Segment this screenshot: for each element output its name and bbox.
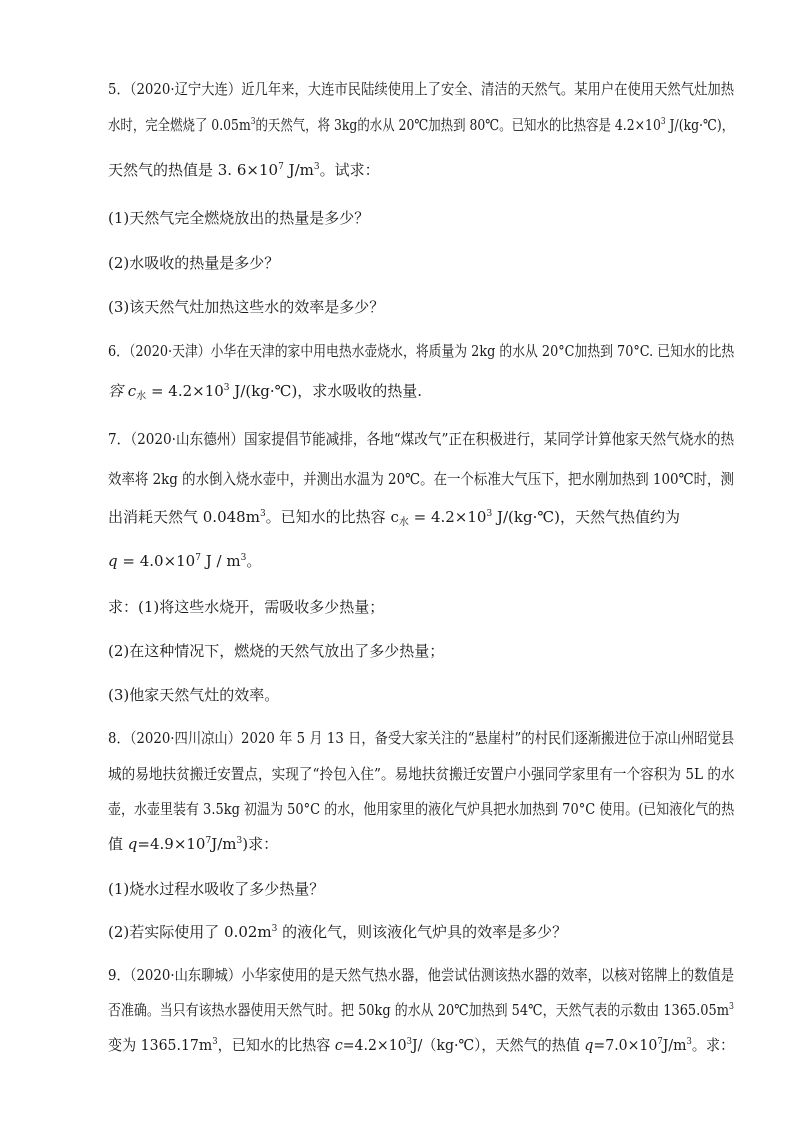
q5-line-1 — [108, 80, 734, 98]
q7-text: 效率将 2kg 的水倒入烧水壶中，并测出水温为 20℃。在一个标准大气压下，把水刚加热到 100℃时，测 — [108, 470, 734, 488]
superscript: 3 — [240, 553, 247, 563]
q9-line-1 — [108, 966, 734, 984]
q7-sub-1 — [108, 598, 384, 616]
q8-sub-1 — [108, 880, 324, 898]
q6-text: 容 c — [108, 382, 137, 400]
q7-sub-3 — [108, 686, 279, 704]
q7-text: = 4.0×10 — [117, 552, 196, 570]
superscript: 3 — [660, 117, 666, 127]
q6-text: J/(kg·℃)，求水吸收的热量. — [229, 382, 423, 400]
superscript: 7 — [205, 836, 212, 846]
sub-question: 求：(1)将这些水烧开，需吸收多少热量； — [108, 598, 385, 616]
q7-text: = 4.2×10 — [408, 508, 487, 526]
q9-text: =4.2×10 — [342, 1036, 407, 1054]
q5-text: 天然气的热值是 3. 6×10 — [108, 161, 279, 179]
sub-question: (2)若实际使用了 0.02m — [108, 923, 272, 941]
sub-question: (3)该天然气灶加热这些水的效率是多少？ — [108, 298, 385, 316]
q6-line-1 — [108, 342, 734, 360]
q9-line-2 — [108, 1001, 734, 1019]
q9-text: 变为 1365.17m — [108, 1036, 213, 1054]
q7-text: 出消耗天然气 0.048m — [108, 508, 260, 526]
superscript: 7 — [657, 1037, 663, 1047]
q9-line-3 — [108, 1036, 734, 1054]
q5-sub-3 — [108, 298, 384, 316]
subscript: 水 — [398, 517, 409, 528]
q5-text: J/(kg·℃)， — [665, 116, 735, 134]
q5-text: 5．（2020·辽宁大连）近几年来，大连市民陆续使用上了安全、清洁的天然气。某用户在使用天然气灶加热 — [108, 80, 735, 98]
q8-text: 城的易地扶贫搬迁安置点，实现了“拎包入住”。易地扶贫搬迁安置户小强同学家里有一个容积为 5L 的水 — [108, 765, 735, 783]
q7-line-4 — [108, 552, 261, 570]
q5-line-3 — [108, 161, 380, 179]
sub-question: 的液化气，则该液化气炉具的效率是多少？ — [277, 923, 568, 941]
q6-text: 6．（2020·天津）小华在天津的家中用电热水壶烧水，将质量为 2kg 的水从 20°C加热到 70°C. 已知水的比热 — [108, 342, 735, 360]
q8-text: 壶，水壶里装有 3.5kg 初温为 50°C 的水，他用家里的液化气炉具把水加热到 70°C 使用。(已知液化气的热 — [108, 800, 735, 818]
q8-line-2 — [108, 765, 735, 783]
sub-question: (1)天然气完全燃烧放出的热量是多少？ — [108, 209, 370, 227]
q9-text: ，已知水的比热容 — [217, 1036, 335, 1054]
q9-text: J/（kg·℃），天然气的热值 — [412, 1036, 585, 1054]
q9-text: 。求： — [691, 1036, 735, 1054]
variable: q — [127, 835, 138, 853]
q6-line-2 — [108, 382, 422, 400]
superscript: 3 — [313, 162, 320, 172]
q7-text: J / m — [200, 552, 241, 570]
variable: q — [584, 1036, 594, 1054]
superscript: 3 — [259, 509, 266, 519]
q9-text: 9．（2020·山东聊城）小华家使用的是天然气热水器，他尝试估测该热水器的效率，以核对铭牌上的数值是 — [108, 966, 735, 984]
q7-line-1 — [108, 430, 734, 448]
q8-line-4 — [108, 835, 278, 853]
superscript: 3 — [486, 509, 493, 519]
q8-text: =4.9×10 — [137, 835, 206, 853]
q5-text: 。试求： — [319, 161, 380, 179]
superscript: 7 — [278, 162, 284, 172]
q9-text: =7.0×10 — [593, 1036, 658, 1054]
superscript: 3 — [212, 1037, 218, 1047]
sub-question: (2)在这种情况下，燃烧的天然气放出了多少热量； — [108, 642, 445, 660]
q6-text: = 4.2×10 — [146, 382, 224, 400]
q5-text: J/m — [283, 161, 314, 179]
superscript: 3 — [729, 1002, 734, 1012]
q8-text: 8．（2020·四川凉山）2020 年 5 月 13 日，备受大家关注的“悬崖村”的村民们逐渐搬进位于凉山州昭觉县 — [108, 729, 735, 747]
superscript: 3 — [406, 1037, 413, 1047]
sub-question: (3)他家天然气灶的效率。 — [108, 686, 280, 704]
sub-question: (2)水吸收的热量是多少？ — [108, 254, 280, 272]
sub-question: (1)烧水过程水吸收了多少热量？ — [108, 880, 325, 898]
q7-text: J/(kg·℃)，天然气热值约为 — [492, 508, 680, 526]
superscript: 3 — [686, 1037, 692, 1047]
variable: q — [108, 552, 118, 570]
q9-text: 否准确。当只有该热水器使用天然气时。把 50kg 的水从 20℃加热到 54℃，天然气表的示数由 1365.05m — [108, 1001, 730, 1019]
q8-text: 值 — [108, 835, 128, 853]
q8-line-1 — [108, 729, 734, 747]
q8-line-3 — [108, 800, 734, 818]
q7-text: 。 — [246, 552, 262, 570]
q8-sub-2 — [108, 923, 567, 941]
q7-text: 。已知水的比热容 c — [265, 508, 399, 526]
q5-sub-1 — [108, 209, 369, 227]
q9-text: J/m — [662, 1036, 687, 1054]
q8-text: J/m — [211, 835, 237, 853]
superscript: 7 — [195, 553, 201, 563]
variable: c — [334, 1036, 343, 1054]
q5-text: 水时，完全燃烧了 0.05m — [108, 116, 251, 134]
q7-text: 7．（2020·山东德州）国家提倡节能减排，各地“煤改气”正在积极进行，某同学计算他家天然气烧水的热 — [108, 430, 735, 448]
subscript: 水 — [136, 391, 147, 402]
q5-line-2 — [108, 116, 734, 134]
q5-text: 的天然气，将 3kg的水从 20℃加热到 80℃。已知水的比热容是 4.2×10 — [255, 116, 661, 134]
superscript: 3 — [236, 836, 243, 846]
q7-sub-2 — [108, 642, 444, 660]
q8-text: )求： — [242, 835, 279, 853]
q5-sub-2 — [108, 254, 279, 272]
superscript: 3 — [223, 383, 230, 393]
q7-line-3 — [108, 508, 680, 526]
superscript: 3 — [271, 924, 278, 934]
q7-line-2 — [108, 470, 734, 488]
superscript: 3 — [250, 117, 256, 127]
